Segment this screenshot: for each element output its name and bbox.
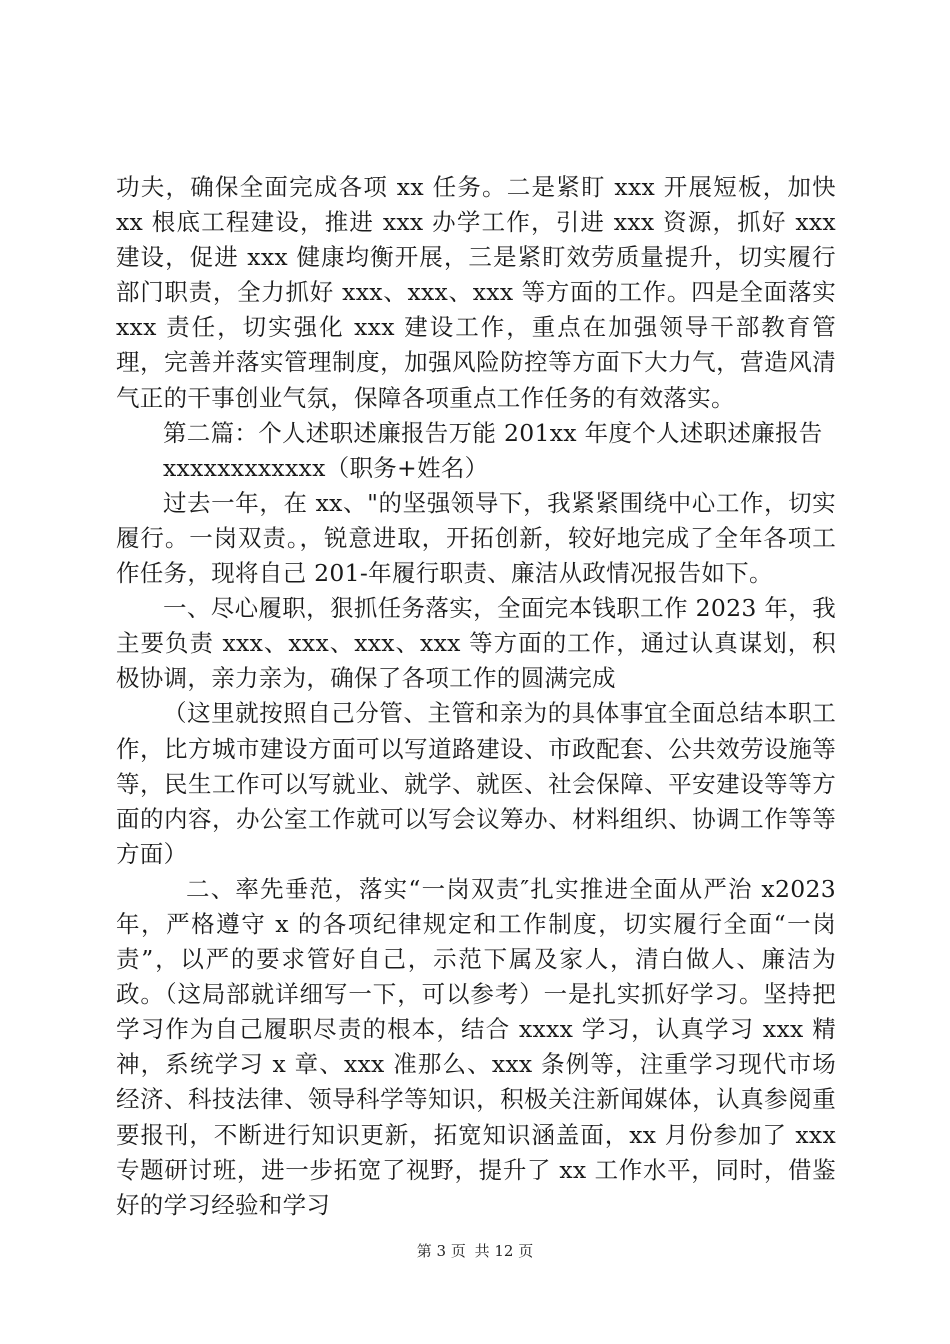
- paragraph-intro: 过去一年，在 xx、"的坚强领导下，我紧紧围绕中心工作，切实履行。一岗双责。，锐意进取，开拓创新，较好地完成了全年各项工作任务，现将自己 201-年履行职责、廉洁从政情况报告如下。: [116, 488, 836, 588]
- paragraph-continuation: 功夫，确保全面完成各项 xx 任务。二是紧盯 xxx 开展短板，加快 xx 根底工程建设，推进 xxx 办学工作，引进 xxx 资源，抓好 xxx 建设，促进 xxx 健康均衡开展，三是紧盯效劳质量提升，切实履行部门职责，全力抓好 xxx、xxx、xxx 等方面的工作。四是全面落实 xxx 责任，切实强化 xxx 建设工作，重点在加强领导干部教育管理，完善并落实管理制度，加强风险防控等方面下大力气，营造风清气正的干事创业气氛，保障各项重点工作任务的有效落实。: [116, 173, 836, 412]
- paragraph-note: （这里就按照自己分管、主管和亲为的具体事宜全面总结本职工作，比方城市建设方面可以写道路建设、市政配套、公共效劳设施等等，民生工作可以写就业、就学、就医、社会保障、平安建设等等方面的内容，办公室工作就可以写会议筹办、材料组织、协调工作等等方面）: [116, 699, 836, 868]
- author-line: xxxxxxxxxxxx（职务+姓名）: [163, 453, 489, 482]
- page-total: 共 12 页: [474, 1242, 534, 1260]
- page-number: 第 3 页: [416, 1242, 466, 1260]
- section-heading: 第二篇：个人述职述廉报告万能 201xx 年度个人述职述廉报告: [163, 418, 823, 447]
- paragraph-point-one: 一、尽心履职，狠抓任务落实，全面完本钱职工作 2023 年，我主要负责 xxx、xxx、xxx、xxx 等方面的工作，通过认真谋划，积极协调，亲力亲为，确保了各项工作的圆满完成: [116, 594, 836, 693]
- document-body: [116, 170, 836, 1223]
- page-footer: [0, 1240, 950, 1261]
- paragraph-point-two: 二、率先垂范，落实“一岗双责″扎实推进全面从严治 x2023 年，严格遵守 x 的各项纪律规定和工作制度，切实履行全面“一岗责”，以严的要求管好自己，示范下属及家人，清白做人、廉洁为政。（这局部就详细写一下，可以参考）一是扎实抓好学习。坚持把学习作为自己履职尽责的根本，结合 xxxx 学习，认真学习 xxx 精神，系统学习 x 章、xxx 准那么、xxx 条例等，注重学习现代市场经济、科技法律、领导科学等知识，积极关注新闻媒体，认真参阅重要报刊，不断进行知识更新，拓宽知识涵盖面，xx 月份参加了 xxx 专题研讨班，进一步拓宽了视野，提升了 xx 工作水平，同时，借鉴好的学习经验和学习: [116, 874, 836, 1219]
